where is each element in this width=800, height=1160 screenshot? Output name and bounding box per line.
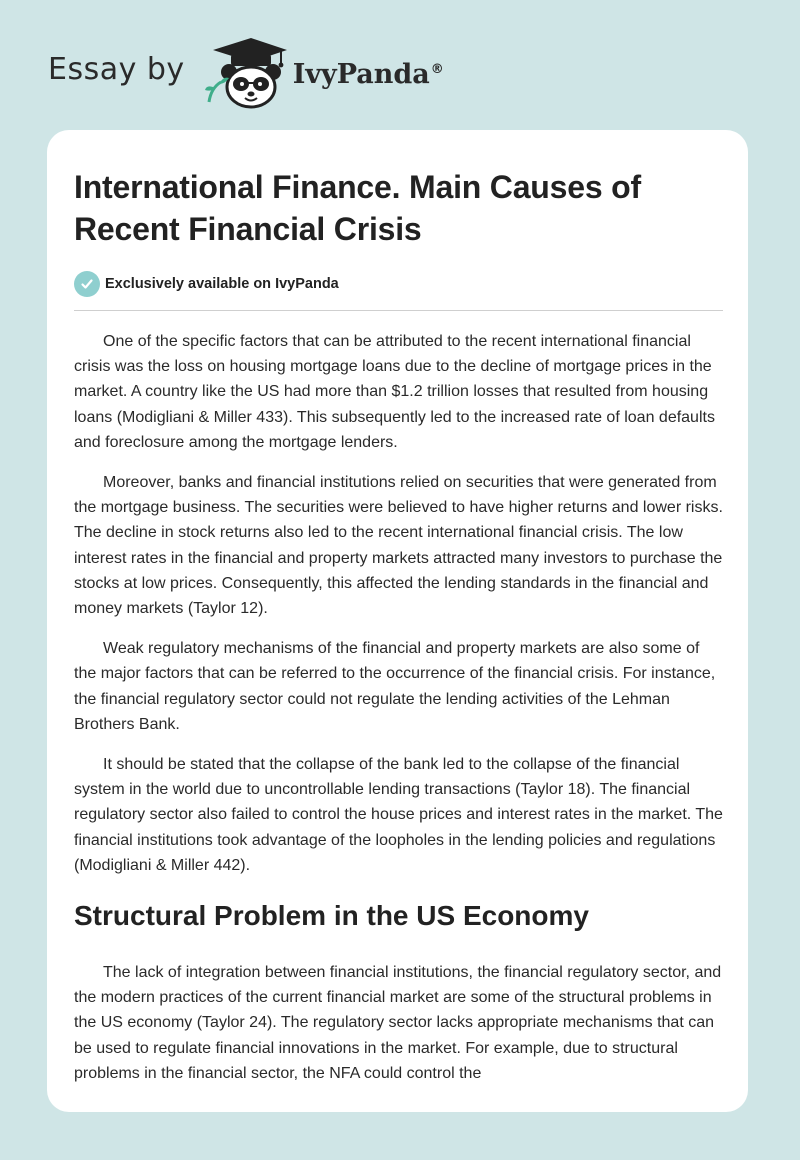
article-title: International Finance. Main Causes of Recent Financial Crisis <box>74 169 641 247</box>
article-paragraph: It should be stated that the collapse of the bank led to the collapse of the financial system in the world due to uncontrollable lending transactions (Taylor 18). The financial regulatory sector also failed to control the house prices and interest rates in the market. The financial institutions took advantage of the loopholes in the lending policies and regulations (Modigliani & Miller 442). <box>74 756 723 874</box>
brand-name[interactable] <box>293 59 444 90</box>
article-content <box>47 130 748 1086</box>
section-heading: Structural Problem in the US Economy <box>74 900 589 932</box>
brand-name-text: IvyPanda <box>292 58 430 90</box>
check-circle-icon <box>74 271 100 297</box>
exclusive-badge-label: Exclusively available on IvyPanda <box>105 276 339 292</box>
article-card <box>47 130 748 1112</box>
exclusive-badge <box>74 270 721 298</box>
article-paragraph: Moreover, banks and financial institutions relied on securities that were generated from the mortgage business. The securities were believed to have higher returns and lower risks. The decline in stock returns also led to the recent international financial crisis. The low interest rates in the financial and property markets attracted many investors to purchase the stocks at low prices. Consequently, this affected the lending standards in the financial and money markets (Taylor 12). <box>74 474 723 618</box>
title-divider <box>74 310 723 311</box>
article-paragraph: One of the specific factors that can be attributed to the recent international financial crisis was the loss on housing mortgage loans due to the decline of mortgage prices in the market. A country like the US had more than $1.2 trillion losses that resulted from housing loans (Modigliani & Miller 433). This subsequently led to the increased rate of loan defaults and foreclosure among the mortgage lenders. <box>74 333 715 451</box>
article-paragraph: Weak regulatory mechanisms of the financial and property markets are also some of the major factors that can be referred to the occurrence of the financial crisis. For instance, the financial regulatory sector could not regulate the lending activities of the Lehman Brothers Bank. <box>74 640 716 733</box>
section-paragraph: The lack of integration between financial institutions, the financial regulatory sector, and the modern practices of the current financial market are some of the structural problems in the US economy (Taylor 24). The regulatory sector lacks appropriate mechanisms that can be used to regulate financial innovations in the market. For example, due to structural problems in the financial sector, the NFA could control the <box>74 964 722 1082</box>
site-header <box>48 32 444 112</box>
panda-graduate-icon[interactable] <box>201 32 291 112</box>
brand-prefix: Essay by <box>48 51 185 87</box>
registered-mark: ® <box>430 61 444 77</box>
